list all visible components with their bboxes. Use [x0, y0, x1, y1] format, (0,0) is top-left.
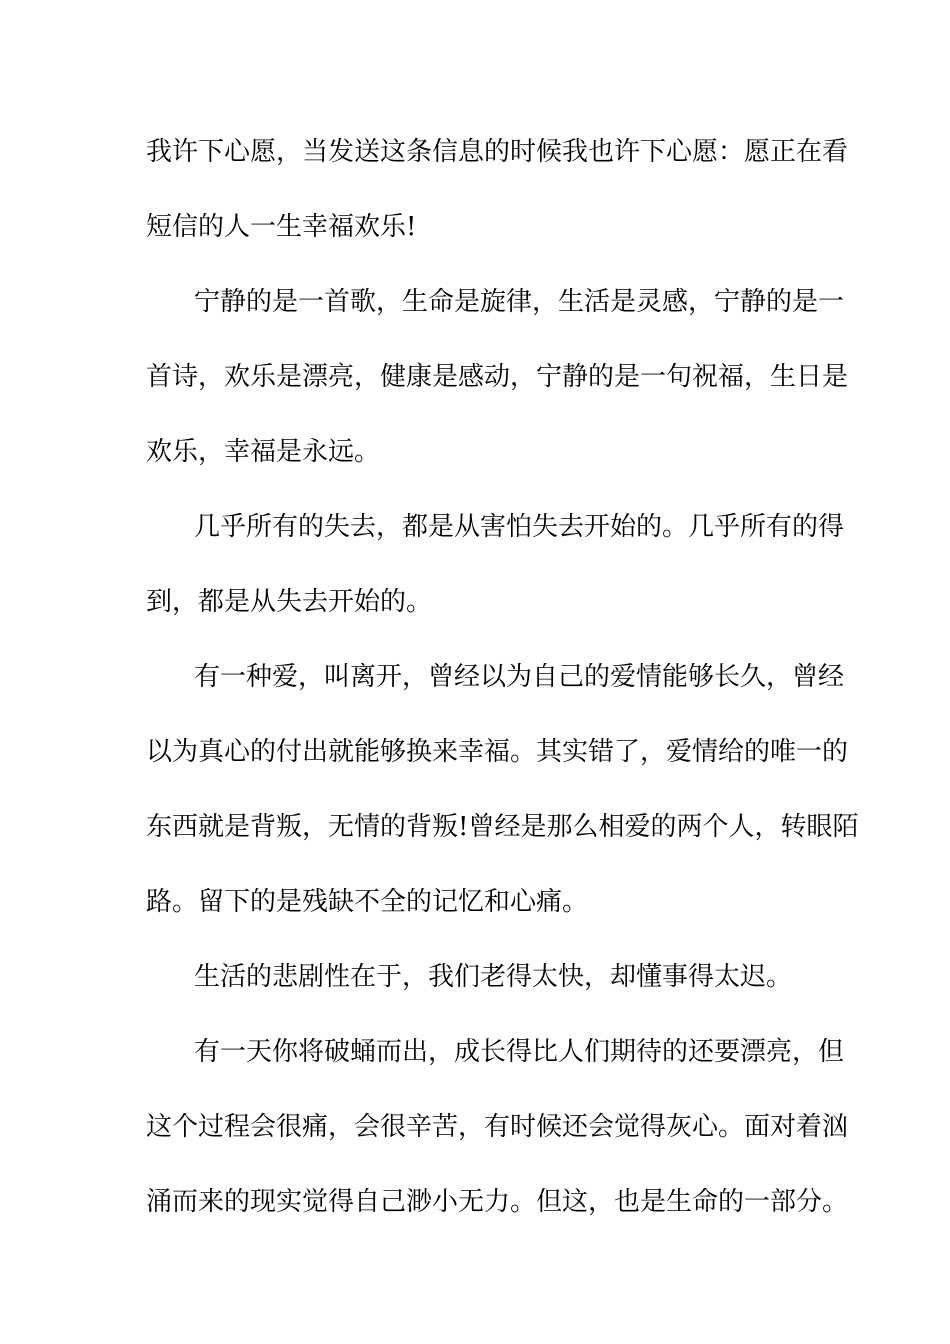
- text-line: 短信的人一生幸福欢乐!: [146, 212, 417, 242]
- paragraph-start-line: 生活的悲剧性在于，我们老得太快，却懂事得太迟。: [194, 962, 793, 992]
- text-line: 我许下心愿，当发送这条信息的时候我也许下心愿：愿正在看: [146, 137, 849, 167]
- text-line: 欢乐，幸福是永远。: [146, 437, 381, 467]
- paragraph-start-line: 宁静的是一首歌，生命是旋律，生活是灵感，宁静的是一: [194, 287, 845, 317]
- text-line: 这个过程会很痛，会很辛苦，有时候还会觉得灰心。面对着汹: [146, 1112, 849, 1142]
- text-line: 到，都是从失去开始的。: [146, 587, 433, 617]
- text-line: 路。留下的是残缺不全的记忆和心痛。: [146, 887, 589, 917]
- text-line: 以为真心的付出就能够换来幸福。其实错了，爱情给的唯一的: [146, 737, 849, 767]
- text-line: 东西就是背叛，无情的背叛!曾经是那么相爱的两个人，转眼陌: [146, 812, 859, 842]
- text-line: 涌而来的现实觉得自己渺小无力。但这，也是生命的一部分。: [146, 1187, 849, 1217]
- paragraph-start-line: 有一天你将破蛹而出，成长得比人们期待的还要漂亮，但: [194, 1037, 845, 1067]
- paragraph-start-line: 有一种爱，叫离开，曾经以为自己的爱情能够长久，曾经: [194, 662, 845, 692]
- paragraph-start-line: 几乎所有的失去，都是从害怕失去开始的。几乎所有的得: [194, 512, 845, 542]
- text-line: 首诗，欢乐是漂亮，健康是感动，宁静的是一句祝福，生日是: [146, 362, 849, 392]
